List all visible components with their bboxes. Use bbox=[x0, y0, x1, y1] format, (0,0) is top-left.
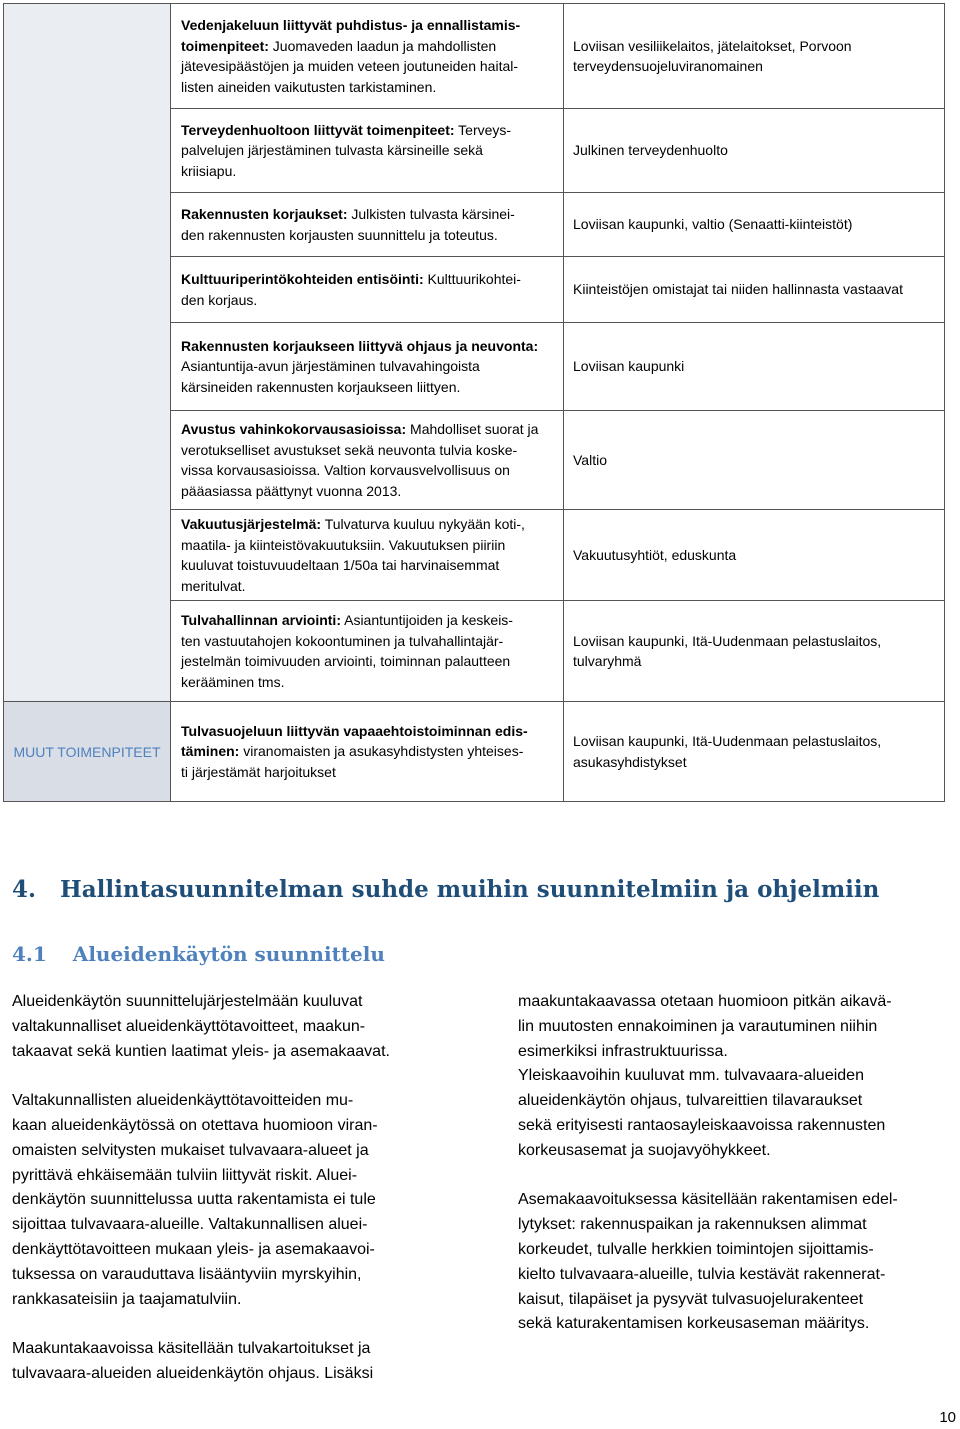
measure-body-text: ten vastuutahojen kokoontuminen ja tulvahallintajär- bbox=[181, 632, 504, 649]
paragraph bbox=[518, 1188, 958, 1337]
measure-body-text: den rakennusten korjausten suunnittelu ja toteutus. bbox=[181, 226, 498, 243]
text-line: sekä katurakentamisen korkeusaseman määritys. bbox=[518, 1315, 870, 1333]
page-number: 10 bbox=[939, 1409, 956, 1426]
measure-body-text: ti järjestämät harjoitukset bbox=[181, 763, 336, 780]
measure-title-text: Rakennusten korjaukseen liittyvä ohjaus ja neuvonta: bbox=[181, 337, 539, 354]
measure-text-line bbox=[181, 514, 555, 535]
measure-cell bbox=[171, 702, 564, 802]
text-line: takaavat sekä kuntien laatimat yleis- ja asemakaavat. bbox=[12, 1042, 390, 1060]
measure-body-text: Terveys- bbox=[454, 121, 512, 138]
responsible-cell: Loviisan kaupunki bbox=[564, 323, 945, 411]
responsible-cell: Loviisan kaupunki, Itä-Uudenmaan pelastuslaitos, asukasyhdistykset bbox=[564, 702, 945, 802]
measure-text-line bbox=[181, 290, 555, 311]
measure-text-line bbox=[181, 576, 555, 597]
measure-title-text: Vakuutusjärjestelmä: bbox=[181, 516, 322, 532]
responsible-cell: Kiinteistöjen omistajat tai niiden hallinnasta vastaavat bbox=[564, 257, 945, 323]
responsible-cell: Loviisan kaupunki, valtio (Senaatti-kiinteistöt) bbox=[564, 193, 945, 257]
measure-cell bbox=[171, 193, 564, 257]
measure-body-text: Asiantuntija-avun järjestäminen tulvavahingoista bbox=[181, 358, 480, 375]
measure-body-text: Asiantuntijoiden ja keskeis- bbox=[340, 612, 513, 628]
measure-title-text: Kulttuuriperintökohteiden entisöinti: bbox=[181, 271, 424, 287]
measure-text-line bbox=[181, 631, 555, 652]
measure-text-line bbox=[181, 36, 555, 57]
measure-body-text: meritulvat. bbox=[181, 577, 246, 594]
measure-body-text: Mahdolliset suorat ja bbox=[406, 421, 539, 437]
measure-text-line bbox=[181, 161, 555, 182]
text-line: korkeudet, tulvalle herkkien toimintojen sijoittamis- bbox=[518, 1240, 874, 1258]
measure-text-line bbox=[181, 204, 555, 225]
text-line: sijoittaa tulvavaara-alueille. Valtakunnallisen aluei- bbox=[12, 1216, 368, 1234]
category-cell-continued bbox=[4, 4, 171, 702]
measure-text-line bbox=[181, 15, 555, 36]
measure-text-line bbox=[181, 356, 555, 377]
measure-text-line bbox=[181, 77, 555, 98]
measure-body-text: Julkisten tulvasta kärsinei- bbox=[347, 206, 515, 222]
measures-table bbox=[3, 3, 945, 802]
section-number: 4. bbox=[12, 876, 37, 903]
measure-body-text: listen aineiden vaikutusten tarkistaminen. bbox=[181, 78, 437, 95]
measure-body-text: vissa korvausasioissa. Valtion korvausvelvollisuus on bbox=[181, 462, 510, 478]
measure-body-text: kärsineiden rakennusten korjaukseen liittyen. bbox=[181, 378, 461, 395]
section-heading bbox=[12, 876, 879, 903]
text-line: denkäytön suunnittelussa uutta rakentamista ei tule bbox=[12, 1191, 376, 1209]
measure-text-line bbox=[181, 721, 555, 742]
measure-body-text: viranomaisten ja asukasyhdistysten yhteises- bbox=[239, 743, 524, 760]
measure-body-text: kriisiapu. bbox=[181, 162, 237, 179]
paragraph bbox=[12, 990, 467, 1064]
measure-body-text: jätevesipäästöjen ja muiden veteen joutuneiden haital- bbox=[181, 58, 519, 74]
measure-cell bbox=[171, 323, 564, 411]
measure-text-line bbox=[181, 120, 555, 141]
text-line: korkeusasemat ja suojavyöhykkeet. bbox=[518, 1141, 771, 1159]
text-line: kielto tulvavaara-alueille, tulvia kestävät rakennerat- bbox=[518, 1265, 886, 1283]
measure-body-text: verotukselliset avustukset sekä neuvonta tulvia koske- bbox=[181, 441, 518, 458]
measure-title-text: Rakennusten korjaukset: bbox=[181, 206, 348, 222]
paragraph bbox=[12, 1089, 467, 1312]
measure-body-text: kerääminen tms. bbox=[181, 673, 285, 690]
measure-cell bbox=[171, 109, 564, 193]
text-line: lytykset: rakennuspaikan ja rakennuksen alimmat bbox=[518, 1216, 867, 1234]
text-line: valtakunnalliset alueidenkäyttötavoitteet, maakun- bbox=[12, 1017, 366, 1035]
text-line: lin muutosten ennakoiminen ja varautuminen niihin bbox=[518, 1017, 878, 1035]
right-text-column bbox=[518, 990, 958, 1337]
measure-text-line bbox=[181, 741, 555, 762]
responsible-cell: Valtio bbox=[564, 411, 945, 510]
subsection-title: Alueidenkäytön suunnittelu bbox=[72, 942, 385, 966]
measure-title-text: Tulvasuojeluun liittyvän vapaaehtoistoiminnan edis- bbox=[181, 722, 528, 739]
measure-cell bbox=[171, 4, 564, 109]
measure-body-text: pääasiassa päättynyt vuonna 2013. bbox=[181, 482, 402, 499]
table-row bbox=[4, 4, 945, 109]
text-line: Yleiskaavoihin kuuluvat mm. tulvavaara-alueiden bbox=[518, 1067, 864, 1085]
measure-cell bbox=[171, 601, 564, 702]
measure-title-text: täminen: bbox=[181, 743, 240, 760]
text-line: Maakuntakaavoissa käsitellään tulvakartoitukset ja bbox=[12, 1340, 371, 1358]
measure-text-line bbox=[181, 762, 555, 783]
measure-title-text: Vedenjakeluun liittyvät puhdistus- ja ennallistamis- bbox=[181, 17, 521, 33]
measure-title-text: Tulvahallinnan arviointi: bbox=[181, 612, 341, 628]
measure-text-line bbox=[181, 535, 555, 556]
subsection-heading bbox=[12, 942, 385, 966]
measure-text-line bbox=[181, 481, 555, 502]
left-text-column bbox=[12, 990, 467, 1387]
measure-title-text: Terveydenhuoltoon liittyvät toimenpiteet: bbox=[181, 121, 455, 138]
measure-text-line bbox=[181, 440, 555, 461]
text-line: Alueidenkäytön suunnittelujärjestelmään kuuluvat bbox=[12, 993, 363, 1010]
measure-text-line bbox=[181, 377, 555, 398]
table-row-other-measures bbox=[4, 702, 945, 802]
text-line: sekä erityisesti rantaosayleiskaavoissa rakennusten bbox=[518, 1116, 886, 1134]
paragraph bbox=[518, 990, 958, 1164]
measure-body-text: den korjaus. bbox=[181, 291, 258, 308]
paragraph bbox=[12, 1337, 467, 1387]
text-line: denkäyttötavoitteen mukaan yleis- ja asemakaavoi- bbox=[12, 1240, 375, 1258]
measure-text-line bbox=[181, 269, 555, 290]
measure-title-text: toimenpiteet: bbox=[181, 37, 269, 54]
measure-title-text: Avustus vahinkokorvausasioissa: bbox=[181, 421, 407, 437]
measure-text-line bbox=[181, 610, 555, 631]
text-line: maakuntakaavassa otetaan huomioon pitkän aikavä- bbox=[518, 993, 892, 1010]
text-line: esimerkiksi infrastruktuurissa. bbox=[518, 1042, 728, 1060]
measure-text-line bbox=[181, 555, 555, 576]
text-line: kaan alueidenkäytössä on otettava huomioon viran- bbox=[12, 1116, 378, 1134]
measure-body-text: jestelmän toimivuuden arviointi, toiminnan palautteen bbox=[181, 653, 511, 669]
measure-text-line bbox=[181, 140, 555, 161]
measure-text-line bbox=[181, 336, 555, 357]
text-line: tulvavaara-alueiden alueidenkäytön ohjaus. Lisäksi bbox=[12, 1364, 374, 1382]
measure-text-line bbox=[181, 460, 555, 481]
text-line: tuksessa on varauduttava lisääntyviin myrskyihin, bbox=[12, 1265, 362, 1283]
measure-body-text: Tulvaturva kuuluu nykyään koti-, bbox=[321, 516, 525, 532]
responsible-cell: Loviisan vesiliikelaitos, jätelaitokset, Porvoon terveydensuojeluviranomainen bbox=[564, 4, 945, 109]
measure-body-text: palvelujen järjestäminen tulvasta kärsineille sekä bbox=[181, 142, 483, 159]
measures-table-body bbox=[4, 4, 945, 802]
category-cell-other-measures: MUUT TOIMENPITEET bbox=[4, 702, 171, 802]
text-line: omaisten selvitysten mukaiset tulvavaara-alueet ja bbox=[12, 1141, 369, 1159]
text-line: Asemakaavoituksessa käsitellään rakentamisen edel- bbox=[518, 1191, 898, 1209]
text-line: kaisut, tilapäiset ja pysyvät tulvasuojelurakenteet bbox=[518, 1290, 864, 1308]
measure-body-text: kuuluvat toistuvuudeltaan 1/50a tai harvinaisemmat bbox=[181, 557, 500, 573]
measure-text-line bbox=[181, 225, 555, 246]
text-line: Valtakunnallisten alueidenkäyttötavoitteiden mu- bbox=[12, 1092, 354, 1110]
measure-body-text: maatila- ja kiinteistövakuutuksiin. Vakuutuksen piiriin bbox=[181, 536, 506, 553]
text-line: rankkasateisiin ja taajamatulviin. bbox=[12, 1290, 242, 1308]
subsection-number: 4.1 bbox=[12, 942, 47, 966]
section-title: Hallintasuunnitelman suhde muihin suunnitelmiin ja ohjelmiin bbox=[60, 876, 880, 903]
responsible-cell: Loviisan kaupunki, Itä-Uudenmaan pelastuslaitos, tulvaryhmä bbox=[564, 601, 945, 702]
measure-cell bbox=[171, 510, 564, 601]
measure-body-text: Juomaveden laadun ja mahdollisten bbox=[268, 37, 497, 54]
responsible-cell: Julkinen terveydenhuolto bbox=[564, 109, 945, 193]
text-line: alueidenkäytön ohjaus, tulvareittien tilavaraukset bbox=[518, 1092, 863, 1110]
measure-text-line bbox=[181, 672, 555, 693]
measure-cell bbox=[171, 257, 564, 323]
text-line: pyrittävä ehkäisemään tulviin liittyvät riskit. Aluei- bbox=[12, 1166, 358, 1184]
measure-text-line bbox=[181, 56, 555, 77]
measure-body-text: Kulttuurikohtei- bbox=[423, 271, 521, 287]
measure-text-line bbox=[181, 651, 555, 672]
measure-cell bbox=[171, 411, 564, 510]
measure-text-line bbox=[181, 419, 555, 440]
responsible-cell: Vakuutusyhtiöt, eduskunta bbox=[564, 510, 945, 601]
